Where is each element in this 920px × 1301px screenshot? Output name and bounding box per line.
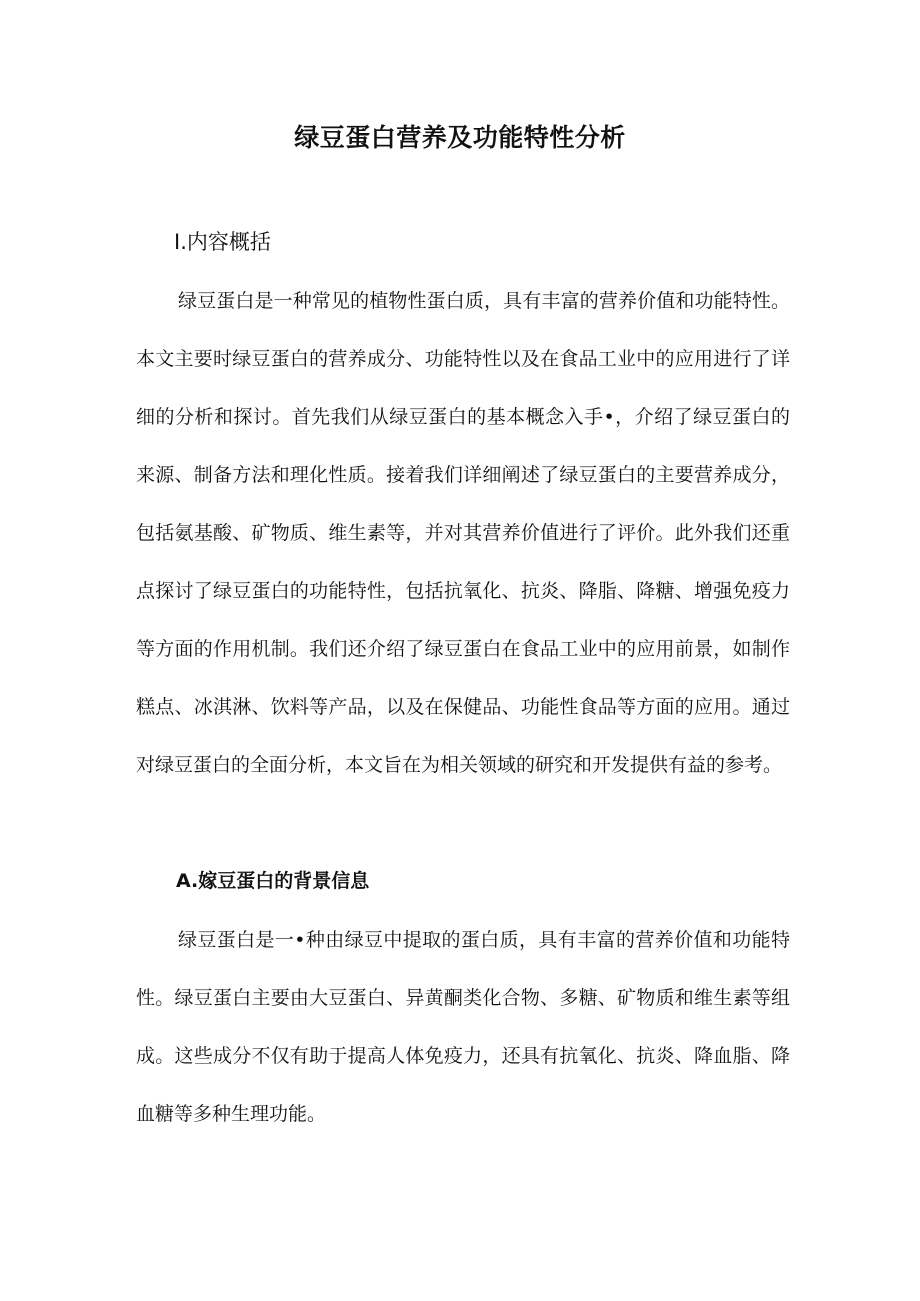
document-title: 绿豆蛋白营养及功能特性分析 bbox=[294, 123, 626, 152]
subsection-paragraph-background: 绿豆蛋白是一•种由绿豆中提取的蛋白质，具有丰富的营养价值和功能特性。绿豆蛋白主要由大豆蛋白、异黄酮类化合物、多糖、矿物质和维生素等组成。这些成分不仅有助于提高人体免疫力，还具有抗氧化、抗炎、降血脂、降血糖等多种生理功能。 bbox=[136, 929, 790, 1125]
section-paragraph-overview: 绿豆蛋白是一种常见的植物性蛋白质，具有丰富的营养价值和功能特性。本文主要时绿豆蛋白的营养成分、功能特性以及在食品工业中的应用进行了详细的分析和探讨。首先我们从绿豆蛋白的基本概念入手•，介绍了绿豆蛋白的来源、制备方法和理化性质。接着我们详细阐述了绿豆蛋白的主要营养成分，包括氨基酸、矿物质、维生素等，并对其营养价值进行了评价。此外我们还重点探讨了绿豆蛋白的功能特性，包括抗氧化、抗炎、降脂、降糖、增强免疫力等方面的作用机制。我们还介绍了绿豆蛋白在食品工业中的应用前景，如制作糕点、冰淇淋、饮料等产品，以及在保健品、功能性食品等方面的应用。通过对绿豆蛋白的全面分析，本文旨在为相关领域的研究和开发提供有益的参考。 bbox=[136, 290, 790, 776]
section-heading-overview: I.内容概括 bbox=[174, 230, 271, 254]
subsection-heading-background: A.嫁豆蛋白的背景信息 bbox=[176, 870, 370, 892]
